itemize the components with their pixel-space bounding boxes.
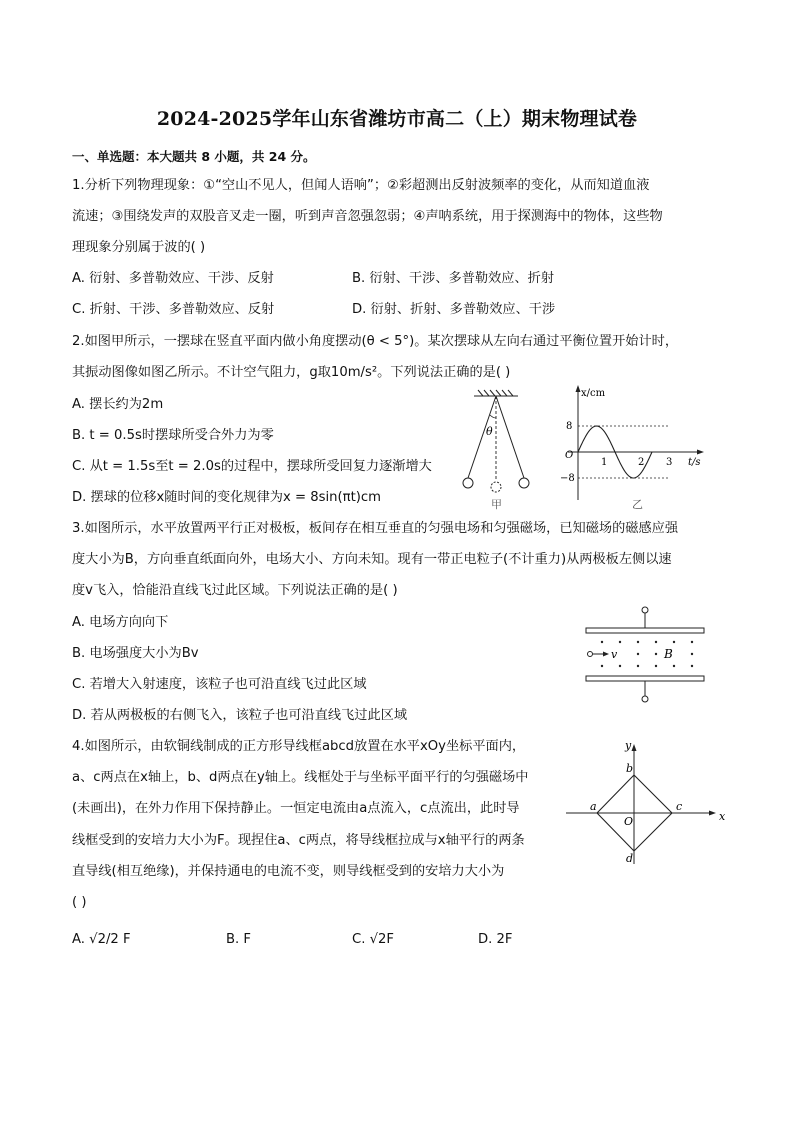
q4-option-a: A. √2/2 F bbox=[72, 932, 131, 947]
q4-stem-line-5: 直导线(相互绝缘)，并保持通电的电流不变，则导线框受到的安培力大小为 bbox=[72, 864, 505, 879]
q1-stem-line-3: 理现象分别属于波的( ) bbox=[72, 240, 206, 255]
velocity-label: v bbox=[611, 648, 618, 661]
q2-stem-line-2: 其振动图像如图乙所示。不计空气阻力，g取10m/s²。下列说法正确的是( ) bbox=[72, 365, 511, 380]
theta-arc bbox=[490, 415, 496, 418]
point-c-label: c bbox=[676, 800, 683, 813]
q4-stem-line-1: 4.如图所示，由软铜线制成的正方形导线框abcd放置在水平xOy坐标平面内， bbox=[72, 739, 526, 754]
q4-option-c: C. √2F bbox=[352, 932, 394, 947]
q4-stem-line-2: a、c两点在x轴上，b、d两点在y轴上。线框处于与坐标平面平行的匀强磁场中 bbox=[72, 770, 529, 785]
top-terminal bbox=[642, 607, 648, 613]
q2-option-c: C. 从t = 1.5s至t = 2.0s的过程中，摆球所受回复力逐渐增大 bbox=[72, 459, 432, 474]
q2-option-a: A. 摆长约为2m bbox=[72, 397, 164, 412]
vibration-graph bbox=[550, 382, 710, 514]
velocity-arrowhead bbox=[603, 652, 609, 657]
field-label: B bbox=[664, 647, 673, 661]
plates-figure bbox=[580, 604, 710, 704]
string-right bbox=[496, 396, 524, 478]
q3-option-b: B. 电场强度大小为Bv bbox=[72, 646, 199, 661]
q1-option-b: B. 衍射、干涉、多普勒效应、折射 bbox=[352, 271, 555, 286]
q3-option-a: A. 电场方向向下 bbox=[72, 615, 169, 630]
bob-right bbox=[519, 478, 529, 488]
x-tick-1: 1 bbox=[601, 457, 608, 468]
x-tick-2: 2 bbox=[638, 457, 645, 468]
origin-label: O bbox=[624, 815, 634, 828]
origin-label: O bbox=[565, 450, 574, 461]
page-title: 2024-2025学年山东省潍坊市高二（上）期末物理试卷 bbox=[156, 108, 638, 130]
bottom-plate bbox=[586, 676, 704, 681]
q1-option-a: A. 衍射、多普勒效应、干涉、反射 bbox=[72, 271, 274, 286]
q1-stem-line-2: 流速；③围绕发声的双股音叉走一圈，听到声音忽强忽弱；④声呐系统，用于探测海中的物体，这些物 bbox=[72, 209, 663, 224]
x-axis-label: t/s bbox=[688, 457, 701, 468]
q3-option-d: D. 若从两极板的右侧飞入，该粒子也可沿直线飞过此区域 bbox=[72, 708, 408, 723]
y-tick-neg8: −8 bbox=[560, 473, 575, 484]
q3-stem-line-3: 度v飞入，恰能沿直线飞过此区域。下列说法正确的是( ) bbox=[72, 583, 398, 598]
x-axis-arrow bbox=[697, 450, 704, 455]
bob-left bbox=[463, 478, 473, 488]
point-b-label: b bbox=[626, 762, 634, 775]
y-label: y bbox=[625, 739, 632, 752]
q4-option-b: B. F bbox=[226, 932, 252, 947]
theta-label: θ bbox=[486, 425, 493, 438]
top-plate bbox=[586, 628, 704, 633]
q2-stem-line-1: 2.如图甲所示，一摆球在竖直平面内做小角度摆动(θ < 5°)。某次摆球从左向右通过平衡位置开始计时， bbox=[72, 334, 679, 349]
x-tick-3: 3 bbox=[666, 457, 673, 468]
q1-option-c: C. 折射、干涉、多普勒效应、反射 bbox=[72, 302, 275, 317]
q3-option-c: C. 若增大入射速度，该粒子也可沿直线飞过此区域 bbox=[72, 677, 367, 692]
point-d-label: d bbox=[626, 852, 634, 865]
point-a-label: a bbox=[590, 800, 597, 813]
section-heading: 一、单选题：本大题共 8 小题，共 24 分。 bbox=[72, 149, 316, 164]
bottom-terminal bbox=[642, 696, 648, 702]
q3-stem-line-2: 度大小为B，方向垂直纸面向外，电场大小、方向未知。现有一带正电粒子(不计重力)从两极板左侧以速 bbox=[72, 552, 672, 567]
q3-stem-line-1: 3.如图所示，水平放置两平行正对极板，板间存在相互垂直的匀强电场和匀强磁场，已知磁场的磁感应强 bbox=[72, 521, 679, 536]
fig-label-jia: 甲 bbox=[491, 498, 502, 511]
q2-option-d: D. 摆球的位移x随时间的变化规律为x = 8sin(πt)cm bbox=[72, 490, 381, 505]
y-axis-label: x/cm bbox=[581, 388, 606, 399]
x-axis-arrow bbox=[709, 811, 716, 816]
ceiling-hatch bbox=[474, 390, 518, 396]
square-loop-figure bbox=[562, 734, 728, 870]
q1-stem-line-1: 1.分析下列物理现象：①“空山不见人，但闻人语响”；②彩超测出反射波频率的变化，从而知道血液 bbox=[72, 178, 650, 193]
particle bbox=[588, 652, 593, 657]
y-axis-arrow bbox=[632, 744, 637, 751]
x-label: x bbox=[719, 810, 726, 823]
q4-stem-line-6: ( ) bbox=[72, 895, 87, 910]
q4-stem-line-3: (未画出)，在外力作用下保持静止。一恒定电流由a点流入，c点流出，此时导 bbox=[72, 801, 520, 816]
q1-option-d: D. 衍射、折射、多普勒效应、干涉 bbox=[352, 302, 556, 317]
q4-stem-line-4: 线框受到的安培力大小为F。现捏住a、c两点，将导线框拉成与x轴平行的两条 bbox=[72, 833, 525, 848]
bob-middle bbox=[491, 482, 501, 492]
pendulum-figure bbox=[456, 388, 536, 514]
y-axis-arrow bbox=[576, 385, 581, 392]
q4-option-d: D. 2F bbox=[478, 932, 513, 947]
fig-label-yi: 乙 bbox=[632, 498, 643, 511]
q2-option-b: B. t = 0.5s时摆球所受合外力为零 bbox=[72, 428, 274, 443]
y-tick-8: 8 bbox=[566, 421, 573, 432]
